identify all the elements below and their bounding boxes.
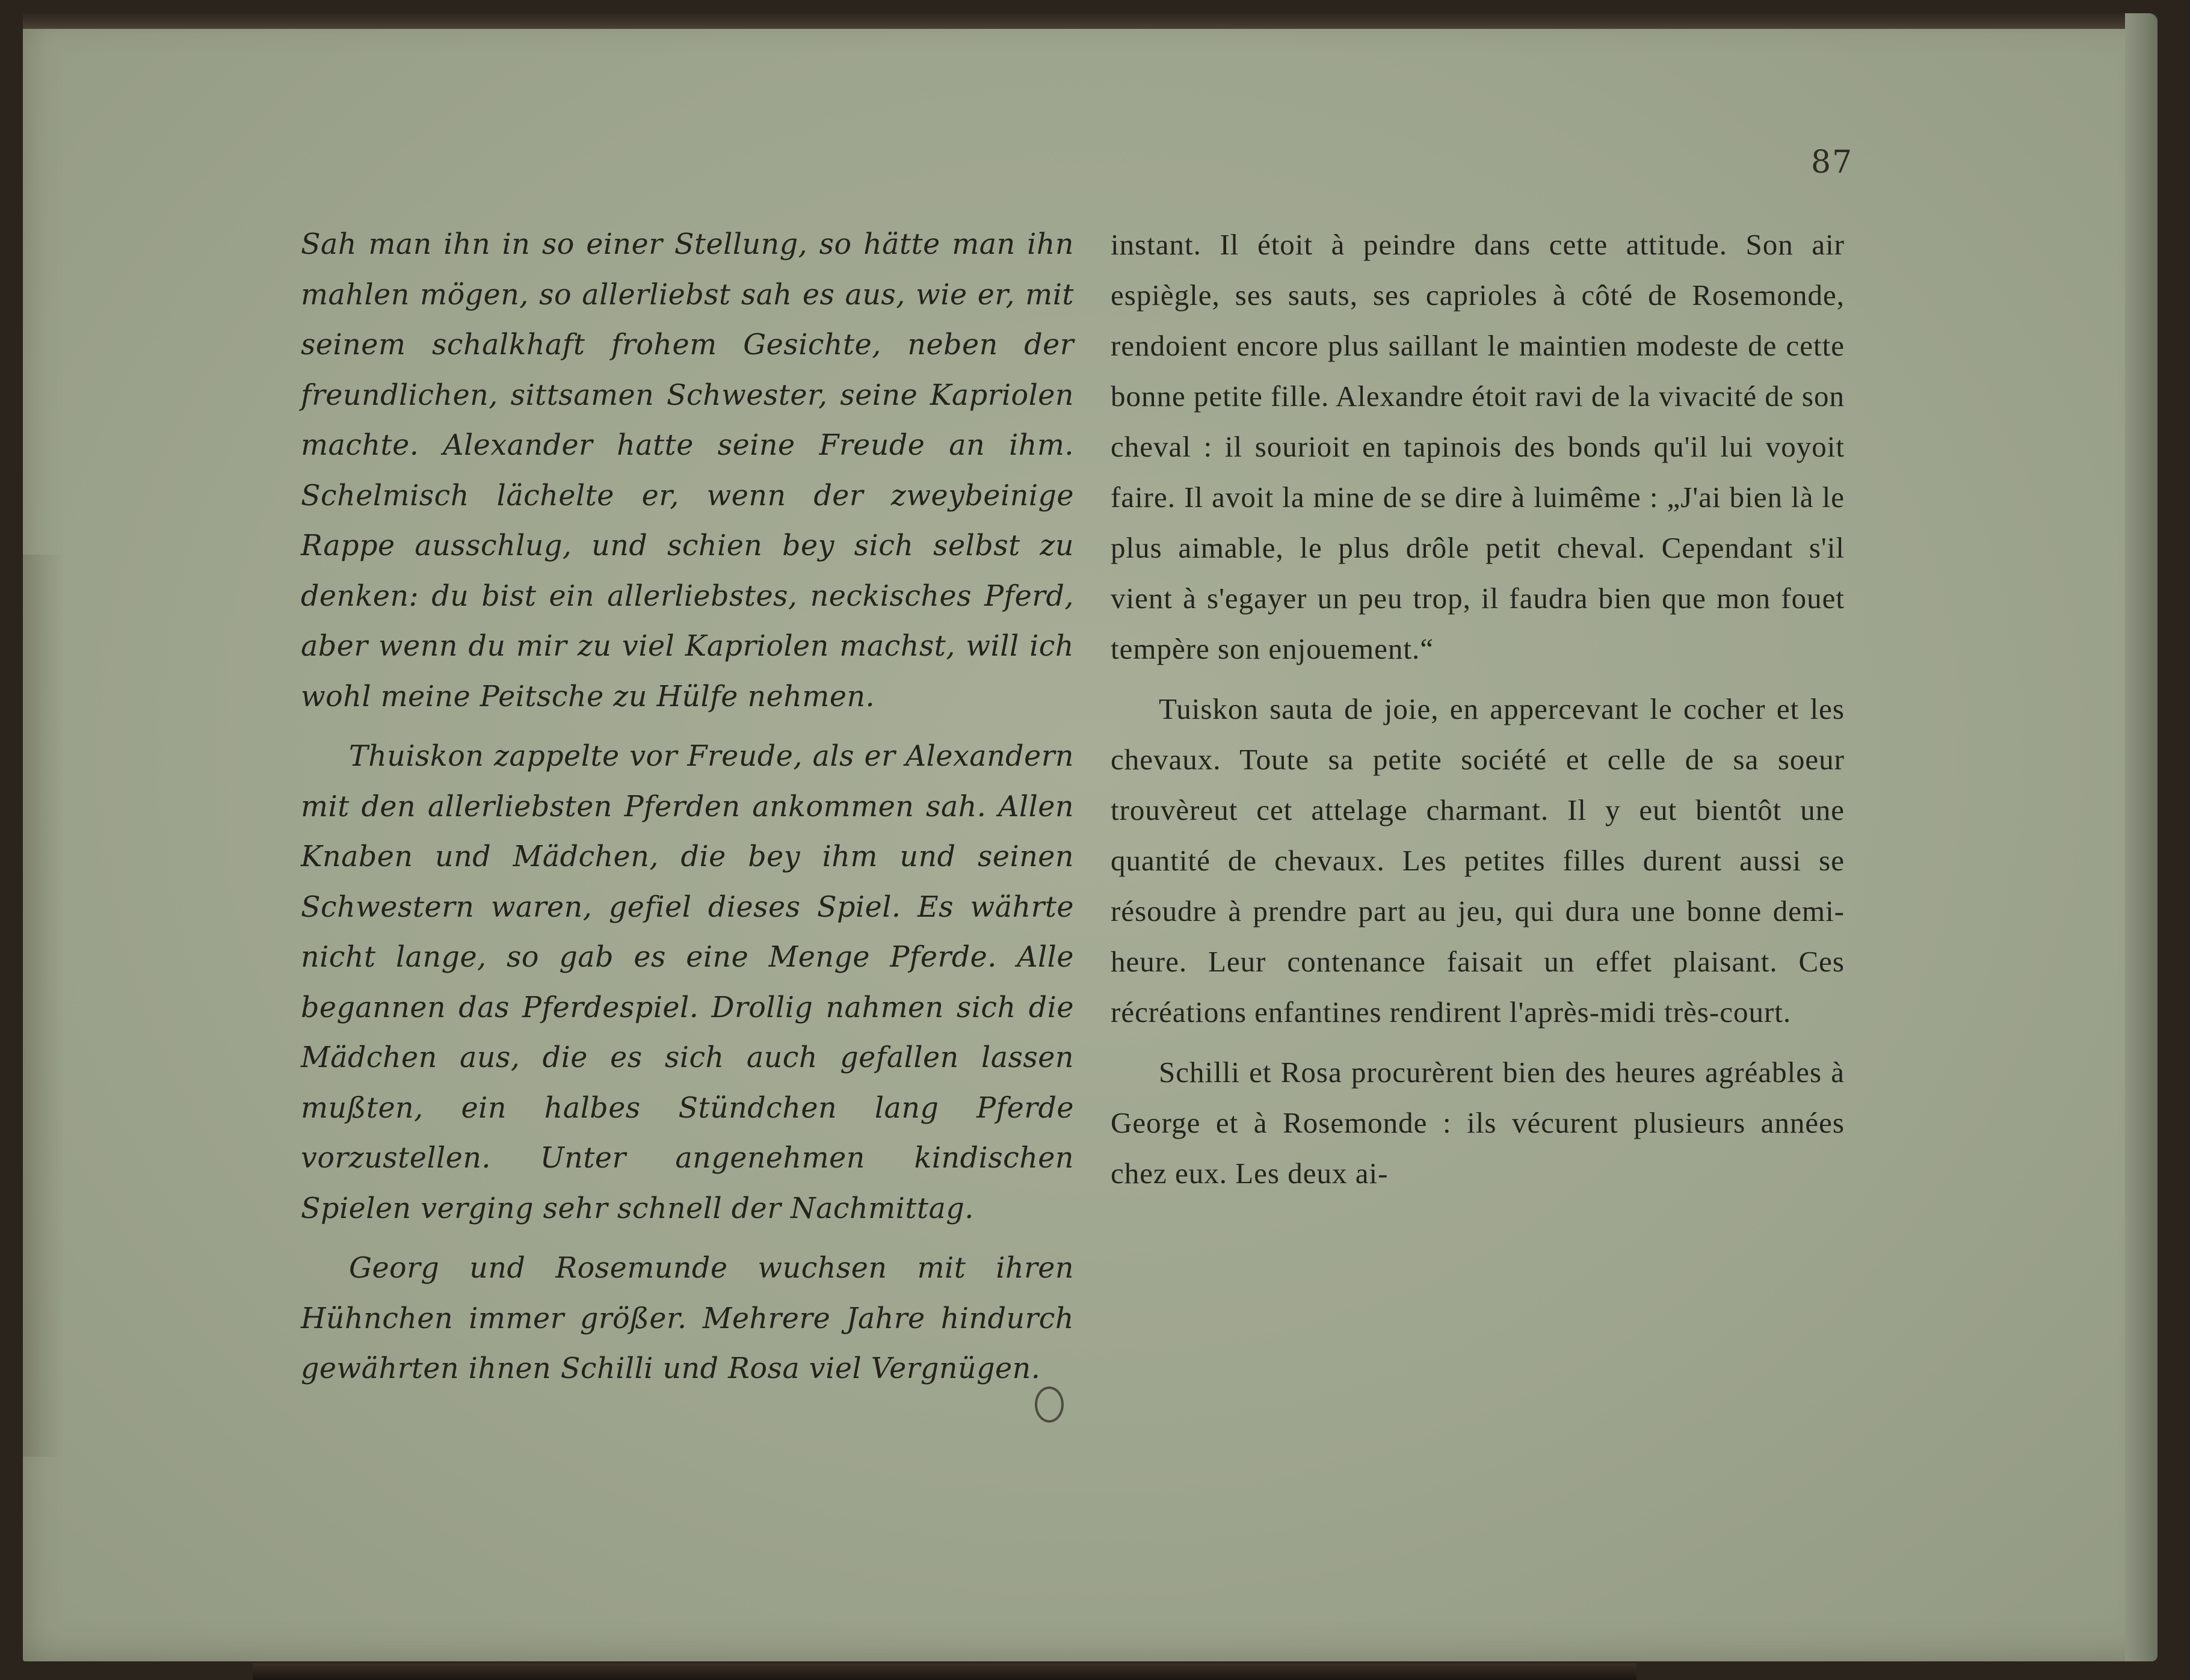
german-paragraph-1: Sah man ihn in so einer Stellung, so hätte man ihn mahlen mögen, so allerliebst sah es aus, wie er, mit seinem schalkhaft frohem Gesichte, neben der freundlichen, sittsamen Schwester, seine Kapriolen machte. Alexander hatte seine Freude an ihm. Schelmisch lächelte er, wenn der zweybeinige Rappe ausschlug, und schien bey sich selbst zu denken: du bist ein allerliebstes, neckisches Pferd, aber wenn du mir zu viel Kapriolen machst, will ich wohl meine Peitsche zu Hülfe nehmen. [301, 228, 1074, 713]
top-binding-edge [23, 13, 2158, 29]
french-paragraph-2: Tuiskon sauta de joie, en appercevant le cocher et les chevaux. Toute sa petite société et celle de sa soeur trouvèreut cet attelage charmant. Il y eut bientôt une quantité de chevaux. Les petites filles durent aussi se résoudre à prendre part au jeu, qui dura une bonne demi-heure. Leur contenance faisait un effet plaisant. Ces récréations enfantines rendirent l'après-midi très-court. [1111, 692, 1845, 1029]
ink-ring-mark [1035, 1386, 1064, 1423]
french-paragraph-1: instant. Il étoit à peindre dans cette attitude. Son air espiègle, ses sauts, ses caprioles à côté de Rosemonde, rendoient encore plus saillant le maintien modeste de cette bonne petite fille. Alexandre étoit ravi de la vivacité de son cheval : il sourioit en tapinois des bonds qu'il lui voyoit faire. Il avoit la mine de se dire à luimême : „J'ai bien là le plus aimable, le plus drôle petit cheval. Cependant s'il vient à s'egayer un peu trop, il faudra bien que mon fouet tempère son enjouement.“ [1111, 228, 1845, 665]
page-right-edge [2125, 13, 2158, 1661]
bottom-binding-edge [253, 1663, 1636, 1680]
page-number: 87 [1811, 144, 1854, 180]
page-stain [23, 555, 65, 1457]
french-paragraph-3: Schilli et Rosa procurèrent bien des heures agréables à George et à Rosemonde : ils vécurent plusieurs années chez eux. Les deux ai- [1111, 1056, 1845, 1190]
german-paragraph-2: Thuiskon zappelte vor Freude, als er Alexandern mit den allerliebsten Pferden ankommen sah. Allen Knaben und Mädchen, die bey ihm und seinen Schwestern waren, gefiel dieses Spiel. Es währte nicht lange, so gab es eine Menge Pferde. Alle begannen das Pferdespiel. Drollig nahmen sich die Mädchen aus, die es sich auch gefallen lassen mußten, ein halbes Stündchen lang Pferde vorzustellen. Unter angenehmen kindischen Spielen verging sehr schnell der Nachmittag. [301, 740, 1074, 1225]
german-text-column [301, 220, 1074, 1404]
french-text-column [1111, 220, 1845, 1208]
german-paragraph-3: Georg und Rosemunde wuchsen mit ihren Hühnchen immer größer. Mehrere Jahre hindurch gewährten ihnen Schilli und Rosa viel Vergnügen. [301, 1252, 1074, 1385]
